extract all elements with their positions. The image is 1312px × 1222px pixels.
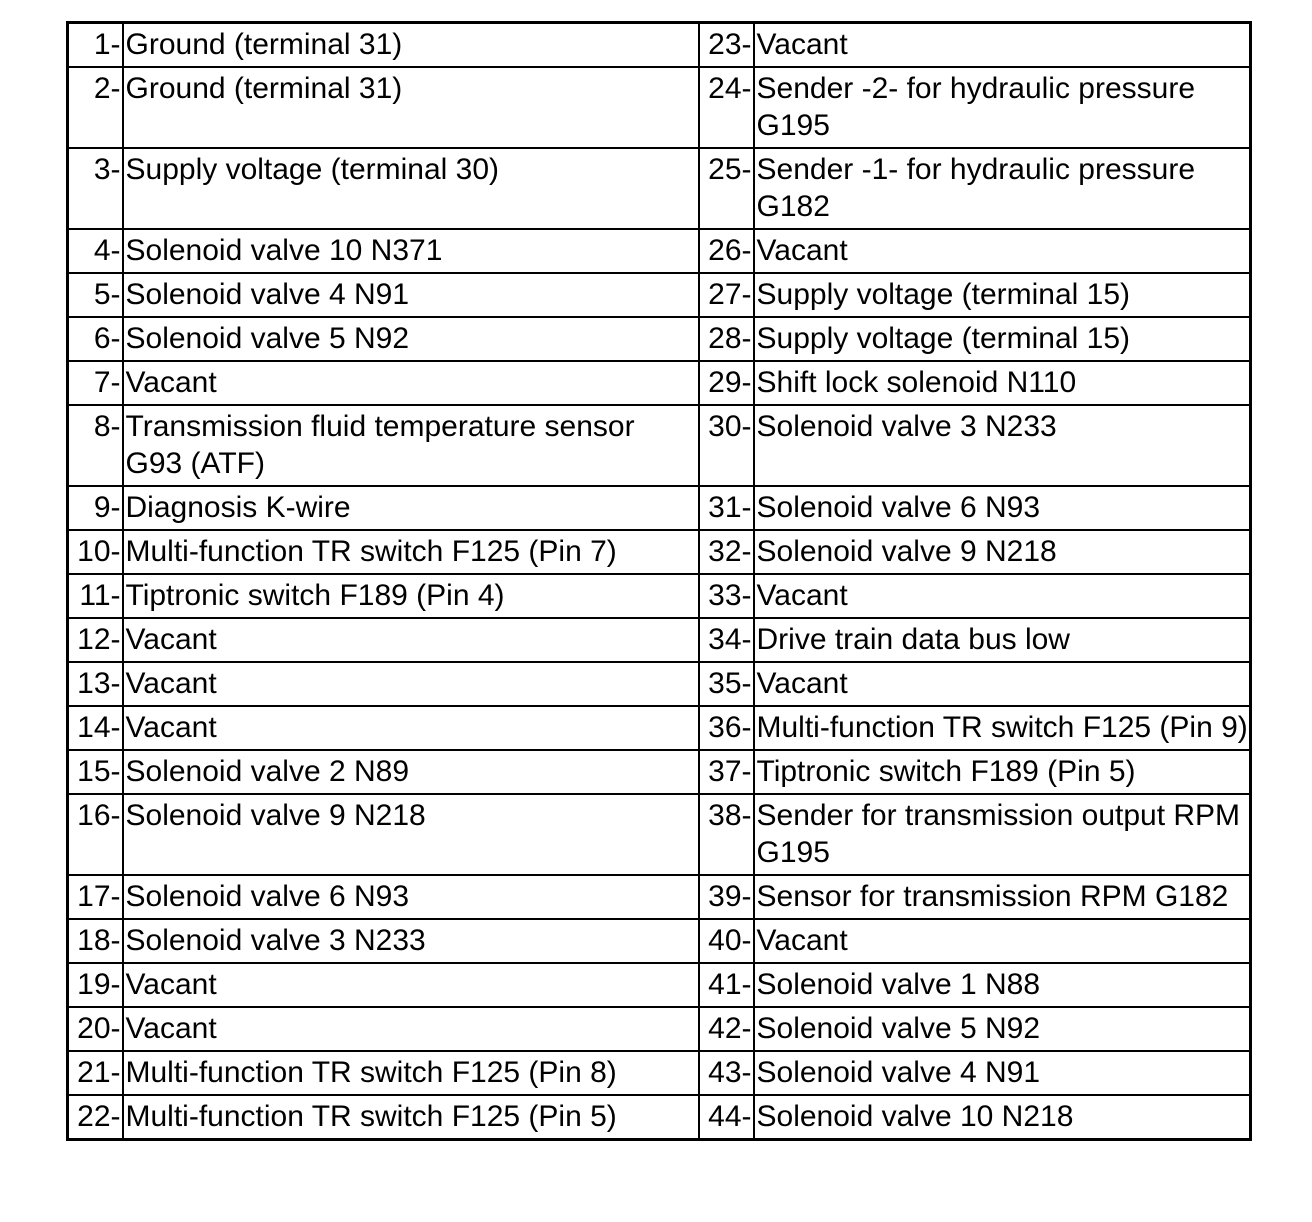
pin-description-right bbox=[754, 1007, 1251, 1051]
pin-number-right: 35- bbox=[699, 662, 754, 706]
pin-description-left bbox=[123, 662, 699, 706]
pin-description-right bbox=[754, 273, 1251, 317]
table-row bbox=[68, 618, 1251, 662]
table-row bbox=[68, 530, 1251, 574]
pin-description-left bbox=[123, 919, 699, 963]
pin-description-right-text: Vacant bbox=[756, 924, 848, 957]
pin-description-left-text: Solenoid valve 10 N371 bbox=[125, 234, 443, 267]
pin-number-right: 32- bbox=[699, 530, 754, 574]
pin-description-left bbox=[123, 405, 699, 486]
pin-description-right-text: Sender -2- for hydraulic pressure G195 bbox=[756, 72, 1196, 142]
pin-description-right-text: Solenoid valve 10 N218 bbox=[756, 1100, 1074, 1133]
table-row bbox=[68, 148, 1251, 229]
pin-description-left bbox=[123, 706, 699, 750]
pin-description-left-text: Vacant bbox=[125, 1012, 217, 1045]
pin-number-right: 31- bbox=[699, 486, 754, 530]
pin-description-left-text: Ground (terminal 31) bbox=[125, 72, 403, 105]
pin-description-right bbox=[754, 486, 1251, 530]
pin-description-right-text: Solenoid valve 1 N88 bbox=[756, 968, 1041, 1001]
pin-number-left: 12- bbox=[68, 618, 123, 662]
pin-description-right bbox=[754, 662, 1251, 706]
pin-description-right-text: Vacant bbox=[756, 234, 848, 267]
pin-description-left bbox=[123, 750, 699, 794]
pin-number-left: 14- bbox=[68, 706, 123, 750]
pin-number-left: 7- bbox=[68, 361, 123, 405]
pin-description-left-text: Diagnosis K-wire bbox=[125, 491, 351, 524]
pin-description-left bbox=[123, 574, 699, 618]
pin-description-left-text: Solenoid valve 2 N89 bbox=[125, 755, 410, 788]
table-row bbox=[68, 273, 1251, 317]
pin-description-right bbox=[754, 361, 1251, 405]
pin-description-left-text: Solenoid valve 5 N92 bbox=[125, 322, 410, 355]
pin-description-right-text: Solenoid valve 6 N93 bbox=[756, 491, 1041, 524]
pin-description-right-text: Tiptronic switch F189 (Pin 5) bbox=[756, 755, 1136, 788]
pin-description-right-text: Vacant bbox=[756, 667, 848, 700]
pin-description-left bbox=[123, 148, 699, 229]
pin-number-right: 39- bbox=[699, 875, 754, 919]
pin-number-right: 37- bbox=[699, 750, 754, 794]
pin-description-right-text: Vacant bbox=[756, 28, 848, 61]
pin-description-left bbox=[123, 23, 699, 68]
pin-description-left bbox=[123, 875, 699, 919]
pin-number-right: 30- bbox=[699, 405, 754, 486]
pin-number-right: 43- bbox=[699, 1051, 754, 1095]
pin-number-right: 36- bbox=[699, 706, 754, 750]
pin-description-left bbox=[123, 67, 699, 148]
pin-description-left bbox=[123, 361, 699, 405]
table-row bbox=[68, 229, 1251, 273]
pin-number-left: 20- bbox=[68, 1007, 123, 1051]
pin-description-right-text: Multi-function TR switch F125 (Pin 9) bbox=[756, 711, 1248, 744]
pin-number-left: 10- bbox=[68, 530, 123, 574]
pin-description-left-text: Solenoid valve 3 N233 bbox=[125, 924, 426, 957]
pin-description-right-text: Sender -1- for hydraulic pressure G182 bbox=[756, 153, 1196, 223]
pin-description-left-text: Multi-function TR switch F125 (Pin 8) bbox=[125, 1056, 617, 1089]
table-row bbox=[68, 23, 1251, 68]
pin-description-right bbox=[754, 875, 1251, 919]
pin-description-left bbox=[123, 317, 699, 361]
pin-assignment-table bbox=[66, 21, 1252, 1141]
pin-description-right bbox=[754, 750, 1251, 794]
table-row bbox=[68, 963, 1251, 1007]
table-row bbox=[68, 486, 1251, 530]
pin-description-left bbox=[123, 486, 699, 530]
pin-description-right-text: Sender for transmission output RPM G195 bbox=[756, 799, 1241, 869]
pin-description-right-text: Solenoid valve 4 N91 bbox=[756, 1056, 1041, 1089]
pin-description-left-text: Vacant bbox=[125, 968, 217, 1001]
pin-description-left-text: Multi-function TR switch F125 (Pin 5) bbox=[125, 1100, 617, 1133]
pin-number-right: 23- bbox=[699, 23, 754, 68]
pin-description-right bbox=[754, 530, 1251, 574]
table-row bbox=[68, 1051, 1251, 1095]
pin-description-left bbox=[123, 273, 699, 317]
pin-description-right bbox=[754, 317, 1251, 361]
pin-description-right-text: Drive train data bus low bbox=[756, 623, 1070, 656]
pin-description-left-text: Vacant bbox=[125, 366, 217, 399]
pin-number-left: 3- bbox=[68, 148, 123, 229]
pin-number-right: 44- bbox=[699, 1095, 754, 1140]
pin-description-right-text: Solenoid valve 9 N218 bbox=[756, 535, 1057, 568]
table-row bbox=[68, 67, 1251, 148]
pin-number-left: 1- bbox=[68, 23, 123, 68]
pin-number-right: 27- bbox=[699, 273, 754, 317]
pin-number-left: 18- bbox=[68, 919, 123, 963]
pin-description-left bbox=[123, 530, 699, 574]
pin-description-left-text: Tiptronic switch F189 (Pin 4) bbox=[125, 579, 505, 612]
pin-description-left bbox=[123, 963, 699, 1007]
pin-description-left-text: Supply voltage (terminal 30) bbox=[125, 153, 500, 186]
pin-number-left: 11- bbox=[68, 574, 123, 618]
pin-description-left bbox=[123, 794, 699, 875]
pin-description-left-text: Solenoid valve 4 N91 bbox=[125, 278, 410, 311]
pin-number-left: 13- bbox=[68, 662, 123, 706]
pin-description-left-text: Vacant bbox=[125, 623, 217, 656]
pin-number-right: 28- bbox=[699, 317, 754, 361]
table-row bbox=[68, 794, 1251, 875]
pin-number-right: 42- bbox=[699, 1007, 754, 1051]
pin-number-left: 9- bbox=[68, 486, 123, 530]
pin-description-right bbox=[754, 148, 1251, 229]
pin-description-right bbox=[754, 706, 1251, 750]
pin-number-right: 41- bbox=[699, 963, 754, 1007]
pin-description-left-text: Solenoid valve 6 N93 bbox=[125, 880, 410, 913]
pin-description-right-text: Shift lock solenoid N110 bbox=[756, 366, 1077, 399]
pin-number-right: 33- bbox=[699, 574, 754, 618]
pin-description-left bbox=[123, 1051, 699, 1095]
table-row bbox=[68, 317, 1251, 361]
table-row bbox=[68, 750, 1251, 794]
pin-number-left: 6- bbox=[68, 317, 123, 361]
pin-number-left: 4- bbox=[68, 229, 123, 273]
table-row bbox=[68, 662, 1251, 706]
pin-number-left: 2- bbox=[68, 67, 123, 148]
pin-number-right: 25- bbox=[699, 148, 754, 229]
pin-description-left bbox=[123, 1095, 699, 1140]
pin-number-left: 19- bbox=[68, 963, 123, 1007]
pin-description-left bbox=[123, 1007, 699, 1051]
pin-description-right-text: Sensor for transmission RPM G182 bbox=[756, 880, 1229, 913]
table-row bbox=[68, 875, 1251, 919]
pin-description-right bbox=[754, 1095, 1251, 1140]
pin-number-right: 38- bbox=[699, 794, 754, 875]
table-row bbox=[68, 919, 1251, 963]
table-row bbox=[68, 1007, 1251, 1051]
pin-description-left-text: Transmission fluid temperature sensor G93 (ATF) bbox=[125, 410, 635, 480]
pin-number-right: 29- bbox=[699, 361, 754, 405]
pin-number-left: 5- bbox=[68, 273, 123, 317]
table-row bbox=[68, 1095, 1251, 1140]
table-row bbox=[68, 405, 1251, 486]
pin-description-right bbox=[754, 405, 1251, 486]
pin-description-right bbox=[754, 67, 1251, 148]
pin-description-left bbox=[123, 229, 699, 273]
pin-description-right bbox=[754, 23, 1251, 68]
table-row bbox=[68, 706, 1251, 750]
pin-description-right-text: Supply voltage (terminal 15) bbox=[756, 322, 1131, 355]
pin-number-right: 24- bbox=[699, 67, 754, 148]
pin-description-right bbox=[754, 963, 1251, 1007]
pin-description-left-text: Solenoid valve 9 N218 bbox=[125, 799, 426, 832]
pin-number-left: 17- bbox=[68, 875, 123, 919]
pin-description-right-text: Solenoid valve 3 N233 bbox=[756, 410, 1057, 443]
pin-description-left-text: Multi-function TR switch F125 (Pin 7) bbox=[125, 535, 617, 568]
pin-number-left: 8- bbox=[68, 405, 123, 486]
pin-description-right bbox=[754, 618, 1251, 662]
pin-number-left: 16- bbox=[68, 794, 123, 875]
pin-description-right-text: Supply voltage (terminal 15) bbox=[756, 278, 1131, 311]
table-row bbox=[68, 574, 1251, 618]
table-row bbox=[68, 361, 1251, 405]
pin-number-left: 21- bbox=[68, 1051, 123, 1095]
pin-description-right-text: Vacant bbox=[756, 579, 848, 612]
pin-description-right-text: Solenoid valve 5 N92 bbox=[756, 1012, 1041, 1045]
pin-description-left-text: Vacant bbox=[125, 667, 217, 700]
pin-table-body bbox=[68, 23, 1251, 1140]
pin-number-left: 22- bbox=[68, 1095, 123, 1140]
pin-description-right bbox=[754, 919, 1251, 963]
pin-description-right bbox=[754, 794, 1251, 875]
pin-description-right bbox=[754, 229, 1251, 273]
pin-number-right: 26- bbox=[699, 229, 754, 273]
pin-description-right bbox=[754, 574, 1251, 618]
pin-description-left-text: Ground (terminal 31) bbox=[125, 28, 403, 61]
pin-description-left bbox=[123, 618, 699, 662]
pin-number-right: 40- bbox=[699, 919, 754, 963]
pin-number-right: 34- bbox=[699, 618, 754, 662]
pin-description-right bbox=[754, 1051, 1251, 1095]
pin-number-left: 15- bbox=[68, 750, 123, 794]
pin-description-left-text: Vacant bbox=[125, 711, 217, 744]
